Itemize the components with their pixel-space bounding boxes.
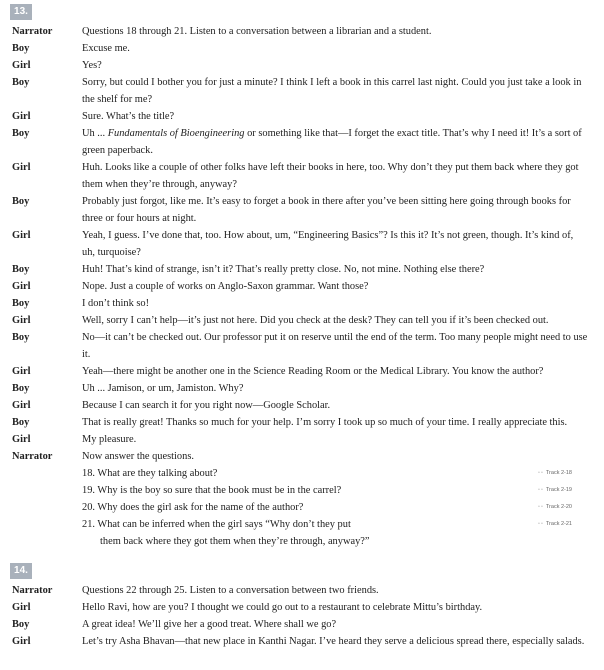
- dialogue-text: Well, sorry I can’t help—it’s just not here. Did you check at the desk? They can tell you if it’s been checked out.: [82, 315, 549, 326]
- dialogue-line: [0, 227, 604, 261]
- dialogue-text: Sure. What’s the title?: [82, 111, 175, 122]
- dialogue-text: Yeah—there might be another one in the Science Reading Room or the Medical Library. You know the author?: [82, 366, 544, 377]
- question-continuation: them back where they got them when they’re through, anyway?”: [100, 536, 370, 547]
- dialogue-line: [0, 261, 604, 278]
- dialogue-text: Hello Ravi, how are you? I thought we could go out to a restaurant to celebrate Mittu’s birthday.: [82, 602, 483, 613]
- question-item: [82, 499, 588, 516]
- track-label: Track 2-21: [545, 521, 572, 527]
- dialogue-line: [0, 363, 604, 380]
- speaker-label: Narrator: [12, 451, 53, 462]
- question-text: 18. What are they talking about?: [82, 468, 218, 479]
- speaker-label: Girl: [12, 636, 31, 647]
- dialogue-line: [0, 582, 604, 599]
- dialogue-text: Uh ... Jamison, or um, Jamiston. Why?: [82, 383, 244, 394]
- audio-dots-icon: ••: [538, 521, 544, 527]
- dialogue-text: No—it can’t be checked out. Our professor put it on reserve until the end of the term. Too many people might need to use it.: [82, 332, 588, 360]
- track-label: Track 2-18: [545, 470, 572, 476]
- dialogue-text: Questions 22 through 25. Listen to a conversation between two friends.: [82, 585, 379, 596]
- question-text: 19. Why is the boy so sure that the book must be in the carrel?: [82, 485, 342, 496]
- audio-track-label[interactable]: [538, 485, 572, 495]
- dialogue-line: [0, 414, 604, 431]
- speaker-label: Boy: [12, 128, 30, 139]
- dialogue-line: [0, 397, 604, 414]
- dialogue-text: Now answer the questions.: [82, 451, 194, 462]
- dialogue-text: I don’t think so!: [82, 298, 150, 309]
- audio-track-label[interactable]: [538, 502, 572, 512]
- dialogue-line: [0, 295, 604, 312]
- speaker-label: Boy: [12, 383, 30, 394]
- dialogue-text: Sorry, but could I bother you for just a minute? I think I left a book in this carrel last night. Could you just take a look in the shelf for me?: [82, 77, 582, 105]
- audio-dots-icon: ••: [538, 487, 544, 493]
- speaker-label: Girl: [12, 60, 31, 71]
- dialogue-text: My pleasure.: [82, 434, 137, 445]
- dialogue-line: [0, 74, 604, 108]
- speaker-label: Narrator: [12, 585, 53, 596]
- dialogue-text: Yes?: [82, 60, 102, 71]
- speaker-label: Boy: [12, 332, 30, 343]
- dialogue-line: [0, 159, 604, 193]
- speaker-label: Boy: [12, 77, 30, 88]
- dialogue-line: [0, 125, 604, 159]
- speaker-label: Girl: [12, 434, 31, 445]
- speaker-label: Boy: [12, 298, 30, 309]
- speaker-label: Boy: [12, 417, 30, 428]
- speaker-label: Girl: [12, 162, 31, 173]
- dialogue-line: [0, 380, 604, 397]
- speaker-label: Boy: [12, 43, 30, 54]
- dialogue-line: [0, 40, 604, 57]
- dialogue-text: Because I can search it for you right now—Google Scholar.: [82, 400, 331, 411]
- dialogue-line: [0, 108, 604, 125]
- audio-dots-icon: ••: [538, 470, 544, 476]
- speaker-label: Narrator: [12, 26, 53, 37]
- text-segment: or something like that—I forget the exact title. That’s why I need it! It’s a sort of green paperback.: [82, 128, 582, 156]
- speaker-label: Boy: [12, 264, 30, 275]
- question-item: [82, 465, 588, 482]
- dialogue-text: Questions 18 through 21. Listen to a conversation between a librarian and a student.: [82, 26, 432, 37]
- speaker-label: Boy: [12, 619, 30, 630]
- track-label: Track 2-20: [545, 504, 572, 510]
- dialogue-text: A great idea! We’ll give her a good treat. Where shall we go?: [82, 619, 337, 630]
- track-label: Track 2-19: [545, 487, 572, 493]
- speaker-label: Girl: [12, 281, 31, 292]
- dialogue-text: That is really great! Thanks so much for your help. I’m sorry I took up so much of your time. I really appreciate this.: [82, 417, 568, 428]
- dialogue-line: [0, 616, 604, 633]
- speaker-label: Girl: [12, 400, 31, 411]
- audio-track-label[interactable]: [538, 519, 572, 529]
- speaker-label: Girl: [12, 602, 31, 613]
- question-item: [82, 482, 588, 499]
- dialogue-text: Huh! That’s kind of strange, isn’t it? That’s really pretty close. No, not mine. Nothing else there?: [82, 264, 485, 275]
- question-text: 20. Why does the girl ask for the name of the author?: [82, 502, 304, 513]
- dialogue-line: [0, 329, 604, 363]
- question-text: 21. What can be inferred when the girl says “Why don’t they put: [82, 519, 351, 530]
- dialogue-line: [0, 278, 604, 295]
- speaker-label: Girl: [12, 230, 31, 241]
- dialogue-line: [0, 193, 604, 227]
- question-item: [82, 516, 588, 550]
- audio-dots-icon: ••: [538, 504, 544, 510]
- dialogue-line: [0, 633, 604, 650]
- section-13: [0, 4, 604, 550]
- dialogue-line: [0, 23, 604, 40]
- dialogue-text: [82, 125, 588, 159]
- text-segment: Uh ...: [82, 128, 108, 139]
- dialogue-text: Yeah, I guess. I’ve done that, too. How about, um, “Engineering Basics”? Is this it? It’s not green, though. It’s kind of, uh, turquoise?: [82, 230, 574, 258]
- dialogue-text: Probably just forgot, like me. It’s easy to forget a book in there after you’ve been sitting here going through books for three or four hours at night.: [82, 196, 571, 224]
- speaker-label: Girl: [12, 111, 31, 122]
- dialogue-line: [0, 448, 604, 465]
- dialogue-text: Nope. Just a couple of works on Anglo-Saxon grammar. Want those?: [82, 281, 369, 292]
- speaker-label: Boy: [12, 196, 30, 207]
- speaker-label: Girl: [12, 366, 31, 377]
- dialogue-line: [0, 312, 604, 329]
- dialogue-line: [0, 431, 604, 448]
- section-number-badge: 13.: [10, 4, 32, 20]
- dialogue-text: Excuse me.: [82, 43, 130, 54]
- dialogue-line: [0, 57, 604, 74]
- dialogue-text: Huh. Looks like a couple of other folks have left their books in here, too. Why don’t they put them back where they got them when they’re through, anyway?: [82, 162, 579, 190]
- dialogue-line: [0, 599, 604, 616]
- dialogue-text: Let’s try Asha Bhavan—that new place in Kanthi Nagar. I’ve heard they serve a delicious spread there, especially salads.: [82, 636, 585, 647]
- speaker-label: Girl: [12, 315, 31, 326]
- book-title: Fundamentals of Bioengineering: [107, 128, 245, 139]
- section-number-badge: 14.: [10, 563, 32, 579]
- section-14: [0, 563, 604, 650]
- audio-track-label[interactable]: [538, 468, 572, 478]
